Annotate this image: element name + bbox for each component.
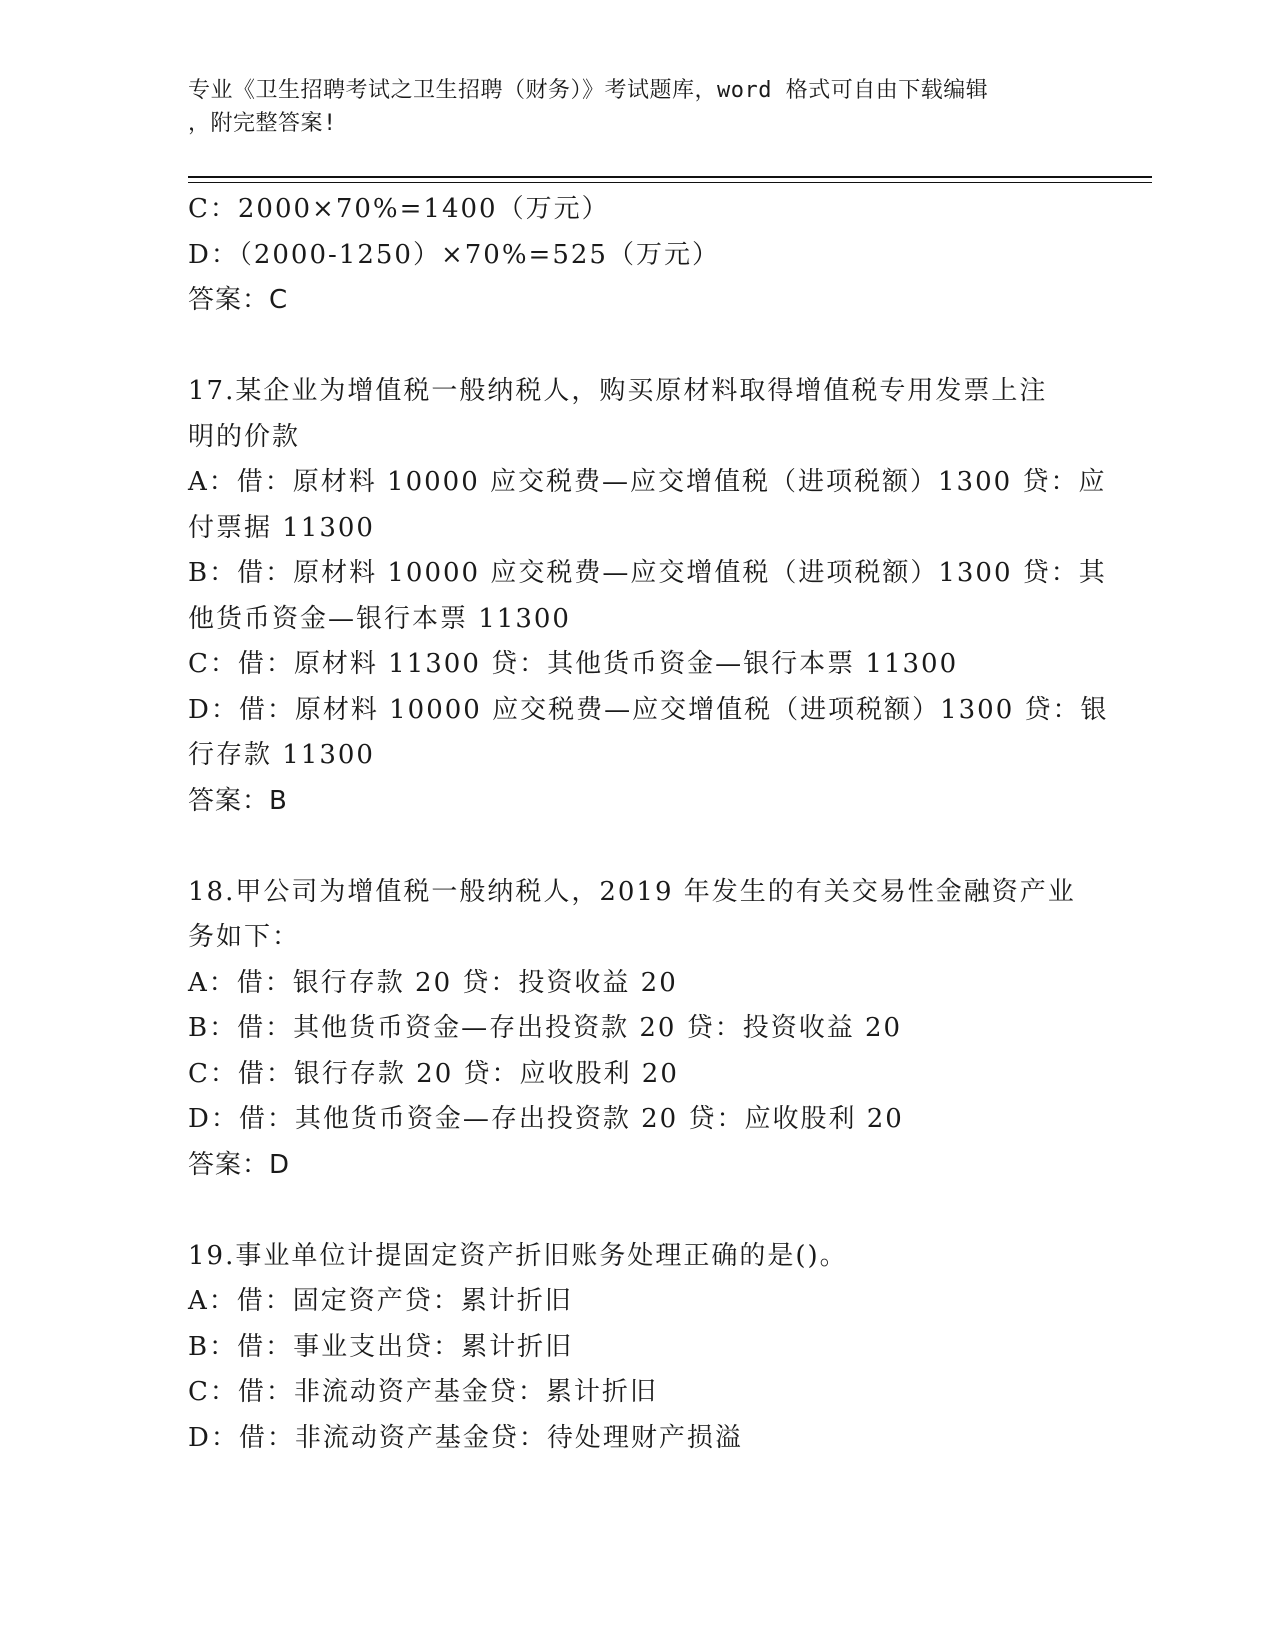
option-d: D：借：非流动资产基金贷：待处理财产损溢	[188, 1422, 743, 1453]
option-b: B：借：其他货币资金—存出投资款 20 贷：投资收益 20	[188, 1013, 903, 1043]
question-18	[188, 870, 1088, 1189]
option-b: B：借：事业支出贷：累计折旧	[188, 1331, 574, 1362]
header-line-1: 专业《卫生招聘考试之卫生招聘（财务）》考试题库，word 格式可自由下载编辑	[188, 78, 989, 103]
question-17	[188, 369, 1109, 824]
option-d-cont: 行存款 11300	[188, 740, 375, 770]
option-a: A：借：银行存款 20 贷：投资收益 20	[188, 967, 678, 998]
option-b: B：借：原材料 10000 应交税费—应交增值税（进项税额）1300 贷：其	[188, 558, 1107, 588]
answer-line: 答案：D	[188, 1149, 291, 1180]
option-d: D：（2000-1250）×70%=525（万元）	[188, 239, 720, 270]
header-line-2: ，附完整答案!	[188, 111, 337, 136]
option-d: D：借：原材料 10000 应交税费—应交增值税（进项税额）1300 贷：银	[188, 694, 1109, 725]
question-16-continued	[188, 187, 1088, 324]
page-header	[188, 74, 1088, 140]
question-stem: 17.某企业为增值税一般纳税人，购买原材料取得增值税专用发票上注	[188, 376, 1048, 406]
answer-line: 答案：B	[188, 785, 288, 816]
question-stem: 18.甲公司为增值税一般纳税人，2019 年发生的有关交易性金融资产业	[188, 876, 1076, 907]
question-list	[188, 187, 1109, 1461]
question-stem-cont: 明的价款	[188, 421, 301, 452]
option-c: C：借：银行存款 20 贷：应收股利 20	[188, 1058, 679, 1089]
option-c: C：借：非流动资产基金贷：累计折旧	[188, 1377, 658, 1407]
option-d: D：借：其他货币资金—存出投资款 20 贷：应收股利 20	[188, 1104, 904, 1134]
option-c: C：2000×70%=1400（万元）	[188, 194, 610, 224]
option-a-cont: 付票据 11300	[188, 512, 375, 543]
option-b-cont: 他货币资金—银行本票 11300	[188, 603, 571, 634]
header-rule-thick	[188, 176, 1152, 178]
question-stem-cont: 务如下：	[188, 922, 301, 952]
option-a: A：借：固定资产贷：累计折旧	[188, 1286, 573, 1316]
option-a: A：借：原材料 10000 应交税费—应交增值税（进项税额）1300 贷：应	[188, 467, 1107, 497]
question-19	[188, 1234, 1088, 1462]
header-rule-thin	[188, 182, 1152, 183]
answer-line: 答案：C	[188, 285, 289, 315]
question-stem: 19.事业单位计提固定资产折旧账务处理正确的是()。	[188, 1240, 848, 1271]
option-c: C：借：原材料 11300 贷：其他货币资金—银行本票 11300	[188, 649, 959, 679]
